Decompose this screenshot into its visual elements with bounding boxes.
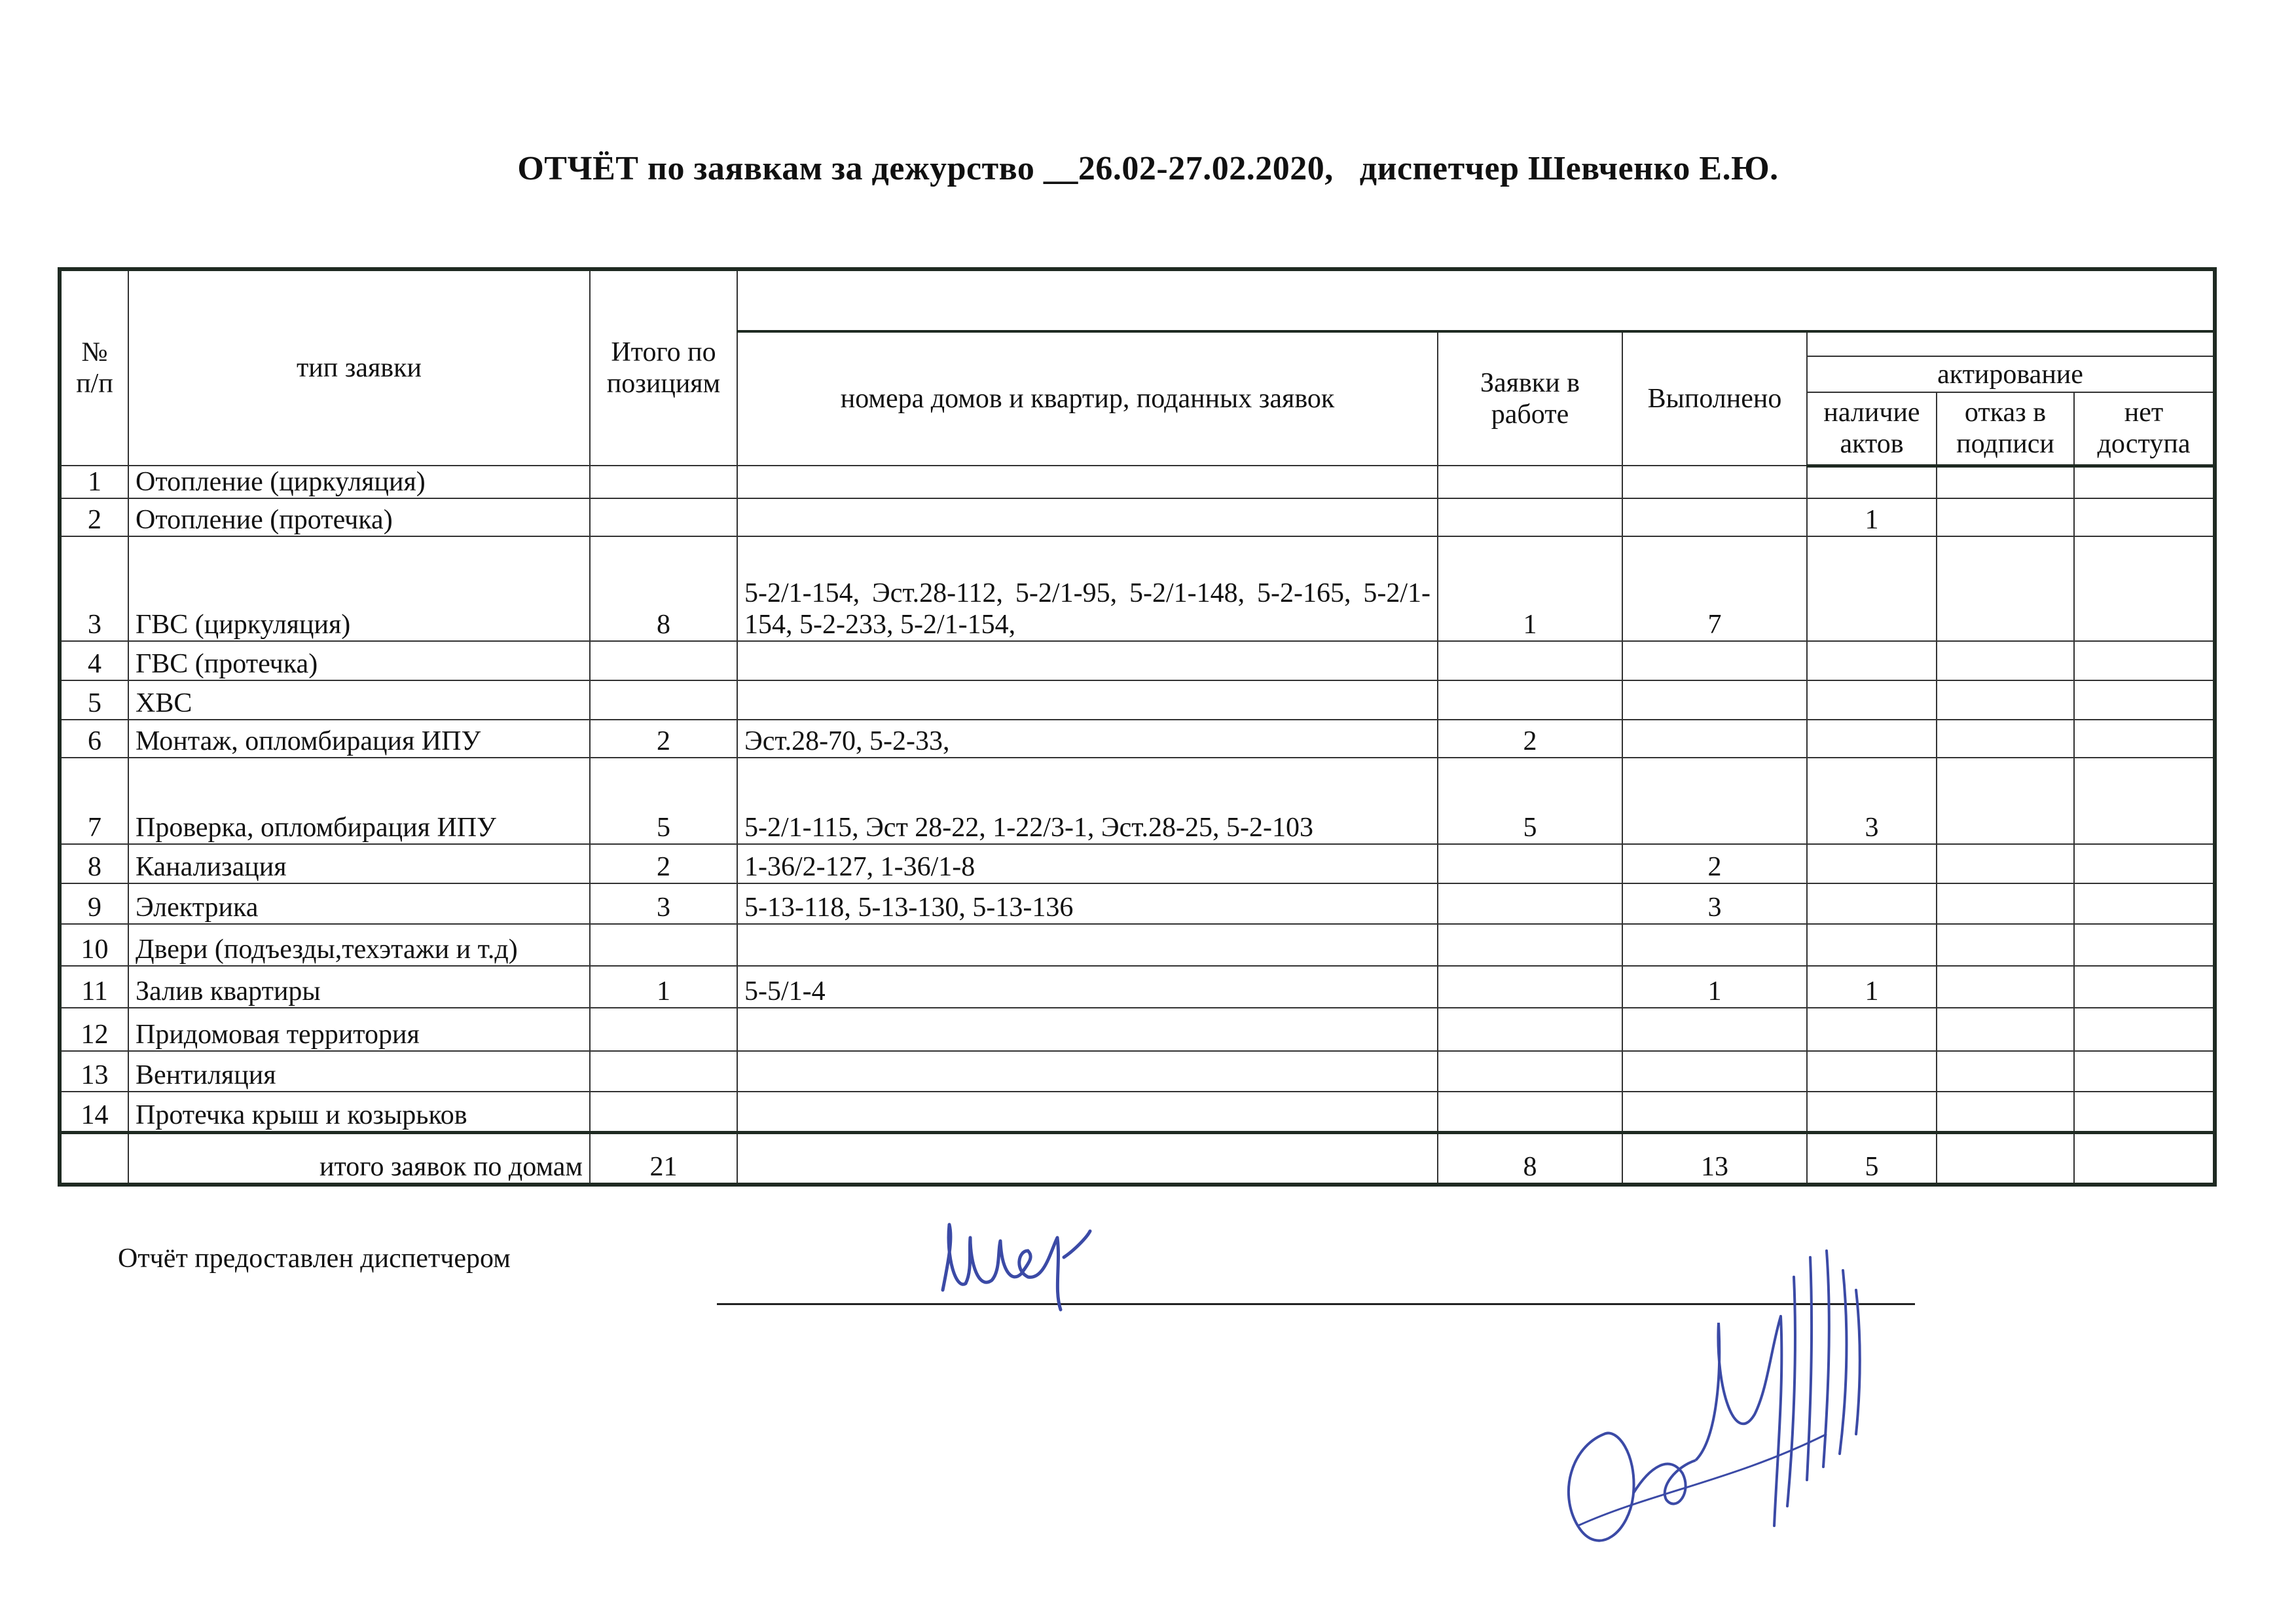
row-total	[590, 924, 737, 966]
header-acts: актирование	[1807, 356, 2215, 392]
row-num: 8	[60, 844, 128, 883]
header-acts-space	[1807, 331, 2215, 356]
row-type: Канализация	[128, 844, 590, 883]
row-total	[590, 1008, 737, 1051]
row-total: 5	[590, 758, 737, 844]
row-type: Придомовая территория	[128, 1008, 590, 1051]
row-total	[590, 466, 737, 498]
row-done	[1622, 641, 1807, 680]
row-num: 2	[60, 498, 128, 536]
row-addresses	[737, 924, 1438, 966]
row-acts-no-access	[2074, 758, 2215, 844]
report-title-period: ОТЧЁТ по заявкам за дежурство __26.02-27.02.2020,	[517, 150, 1334, 187]
row-addresses	[737, 1051, 1438, 1092]
row-acts-refused	[1937, 966, 2074, 1008]
row-num: 9	[60, 883, 128, 924]
header-addresses: номера домов и квартир, поданных заявок	[737, 331, 1438, 466]
row-done	[1622, 680, 1807, 720]
row-done	[1622, 1051, 1807, 1092]
row-acts-no-access	[2074, 641, 2215, 680]
row-num: 1	[60, 466, 128, 498]
row-addresses: 5-13-118, 5-13-130, 5-13-136	[737, 883, 1438, 924]
row-acts-refused	[1937, 758, 2074, 844]
row-acts-present	[1807, 536, 1937, 641]
row-acts-present	[1807, 924, 1937, 966]
row-total: 1	[590, 966, 737, 1008]
row-num: 4	[60, 641, 128, 680]
header-type: тип заявки	[128, 269, 590, 466]
row-type: ХВС	[128, 680, 590, 720]
row-acts-present	[1807, 1092, 1937, 1132]
row-in-work	[1438, 844, 1622, 883]
row-acts-no-access	[2074, 1008, 2215, 1051]
header-num: № п/п	[60, 269, 128, 466]
row-addresses	[737, 641, 1438, 680]
row-acts-present	[1807, 844, 1937, 883]
row-acts-present	[1807, 641, 1937, 680]
row-acts-refused	[1937, 924, 2074, 966]
footer-label: Отчёт предоставлен диспетчером	[118, 1244, 511, 1274]
totals-in-work: 8	[1438, 1132, 1622, 1185]
row-addresses	[737, 498, 1438, 536]
row-acts-present: 3	[1807, 758, 1937, 844]
row-in-work	[1438, 641, 1622, 680]
row-total: 2	[590, 720, 737, 758]
totals-addresses	[737, 1132, 1438, 1185]
row-acts-no-access	[2074, 466, 2215, 498]
row-type: Протечка крыш и козырьков	[128, 1092, 590, 1132]
table-row	[60, 758, 2215, 844]
table-row	[60, 844, 2215, 883]
row-acts-present	[1807, 680, 1937, 720]
row-in-work: 5	[1438, 758, 1622, 844]
row-type: Электрика	[128, 883, 590, 924]
table-row	[60, 924, 2215, 966]
report-title	[0, 149, 2296, 188]
row-done	[1622, 498, 1807, 536]
row-acts-no-access	[2074, 1051, 2215, 1092]
table-row	[60, 1092, 2215, 1132]
row-acts-refused	[1937, 680, 2074, 720]
row-in-work	[1438, 1008, 1622, 1051]
totals-total: 21	[590, 1132, 737, 1185]
row-total	[590, 1092, 737, 1132]
row-in-work	[1438, 680, 1622, 720]
row-done: 7	[1622, 536, 1807, 641]
row-acts-no-access	[2074, 1092, 2215, 1132]
row-type: Отопление (циркуляция)	[128, 466, 590, 498]
row-num: 6	[60, 720, 128, 758]
report-title-dispatcher: диспетчер Шевченко Е.Ю.	[1359, 150, 1779, 187]
row-type: Вентиляция	[128, 1051, 590, 1092]
row-done	[1622, 1008, 1807, 1051]
row-acts-present	[1807, 1051, 1937, 1092]
row-addresses	[737, 1092, 1438, 1132]
row-num: 13	[60, 1051, 128, 1092]
totals-acts-refused	[1937, 1132, 2074, 1185]
row-type: Отопление (протечка)	[128, 498, 590, 536]
row-in-work	[1438, 1051, 1622, 1092]
totals-label: итого заявок по домам	[128, 1132, 590, 1185]
totals-acts-no-access	[2074, 1132, 2215, 1185]
header-acts-refused: отказ в подписи	[1937, 392, 2074, 466]
row-acts-present	[1807, 1008, 1937, 1051]
row-total: 2	[590, 844, 737, 883]
row-acts-refused	[1937, 466, 2074, 498]
row-type: Залив квартиры	[128, 966, 590, 1008]
table-row	[60, 720, 2215, 758]
row-in-work	[1438, 466, 1622, 498]
row-addresses: 5-2/1-115, Эст 28-22, 1-22/3-1, Эст.28-25, 5-2-103	[737, 758, 1438, 844]
totals-acts-present: 5	[1807, 1132, 1937, 1185]
row-acts-refused	[1937, 720, 2074, 758]
row-acts-no-access	[2074, 883, 2215, 924]
row-acts-present: 1	[1807, 498, 1937, 536]
row-total: 3	[590, 883, 737, 924]
row-acts-no-access	[2074, 720, 2215, 758]
row-num: 3	[60, 536, 128, 641]
row-acts-no-access	[2074, 498, 2215, 536]
row-type: ГВС (циркуляция)	[128, 536, 590, 641]
row-acts-refused	[1937, 498, 2074, 536]
header-in-work: Заявки в работе	[1438, 331, 1622, 466]
row-acts-present	[1807, 466, 1937, 498]
row-acts-refused	[1937, 641, 2074, 680]
row-done	[1622, 466, 1807, 498]
row-acts-no-access	[2074, 536, 2215, 641]
row-in-work	[1438, 924, 1622, 966]
totals-num	[60, 1132, 128, 1185]
row-done	[1622, 1092, 1807, 1132]
row-in-work: 1	[1438, 536, 1622, 641]
row-num: 10	[60, 924, 128, 966]
header-total: Итого по позициям	[590, 269, 737, 466]
report-table	[58, 267, 2217, 1187]
row-done	[1622, 720, 1807, 758]
row-total	[590, 641, 737, 680]
table-row	[60, 680, 2215, 720]
dispatcher-signature	[930, 1211, 1100, 1336]
row-done: 1	[1622, 966, 1807, 1008]
header-acts-no-access: нет доступа	[2074, 392, 2215, 466]
row-acts-present	[1807, 720, 1937, 758]
row-acts-no-access	[2074, 680, 2215, 720]
table-row	[60, 498, 2215, 536]
row-addresses	[737, 1008, 1438, 1051]
row-acts-no-access	[2074, 844, 2215, 883]
header-done: Выполнено	[1622, 331, 1807, 466]
row-addresses	[737, 466, 1438, 498]
row-acts-refused	[1937, 536, 2074, 641]
row-acts-refused	[1937, 1008, 2074, 1051]
row-addresses: 5-2/1-154, Эст.28-112, 5-2/1-95, 5-2/1-148, 5-2-165, 5-2/1-154, 5-2-233, 5-2/1-154,	[737, 536, 1438, 641]
table-row	[60, 466, 2215, 498]
row-in-work	[1438, 883, 1622, 924]
table-row	[60, 1008, 2215, 1051]
row-addresses	[737, 680, 1438, 720]
totals-row	[60, 1132, 2215, 1185]
approval-signature	[1519, 1218, 1899, 1585]
table-row	[60, 883, 2215, 924]
row-acts-refused	[1937, 883, 2074, 924]
row-total	[590, 498, 737, 536]
row-in-work	[1438, 1092, 1622, 1132]
row-acts-no-access	[2074, 924, 2215, 966]
table-row	[60, 1051, 2215, 1092]
row-addresses: 5-5/1-4	[737, 966, 1438, 1008]
row-num: 7	[60, 758, 128, 844]
row-num: 14	[60, 1092, 128, 1132]
row-acts-present	[1807, 883, 1937, 924]
row-total	[590, 680, 737, 720]
row-in-work: 2	[1438, 720, 1622, 758]
row-type: Проверка, опломбирация ИПУ	[128, 758, 590, 844]
row-num: 11	[60, 966, 128, 1008]
row-done	[1622, 924, 1807, 966]
row-acts-refused	[1937, 1051, 2074, 1092]
row-type: ГВС (протечка)	[128, 641, 590, 680]
row-addresses: 1-36/2-127, 1-36/1-8	[737, 844, 1438, 883]
row-acts-present: 1	[1807, 966, 1937, 1008]
row-done: 3	[1622, 883, 1807, 924]
row-total: 8	[590, 536, 737, 641]
row-num: 12	[60, 1008, 128, 1051]
row-done: 2	[1622, 844, 1807, 883]
row-acts-refused	[1937, 1092, 2074, 1132]
row-in-work	[1438, 498, 1622, 536]
header-top-blank	[737, 269, 2215, 331]
row-addresses: Эст.28-70, 5-2-33,	[737, 720, 1438, 758]
row-type: Монтаж, опломбирация ИПУ	[128, 720, 590, 758]
row-in-work	[1438, 966, 1622, 1008]
row-total	[590, 1051, 737, 1092]
table-row	[60, 966, 2215, 1008]
row-acts-no-access	[2074, 966, 2215, 1008]
header-row-top	[60, 269, 2215, 331]
totals-done: 13	[1622, 1132, 1807, 1185]
row-num: 5	[60, 680, 128, 720]
table-body	[60, 466, 2215, 1132]
table-row	[60, 536, 2215, 641]
row-done	[1622, 758, 1807, 844]
header-acts-present: наличие актов	[1807, 392, 1937, 466]
row-type: Двери (подъезды,техэтажи и т.д)	[128, 924, 590, 966]
table-row	[60, 641, 2215, 680]
row-acts-refused	[1937, 844, 2074, 883]
